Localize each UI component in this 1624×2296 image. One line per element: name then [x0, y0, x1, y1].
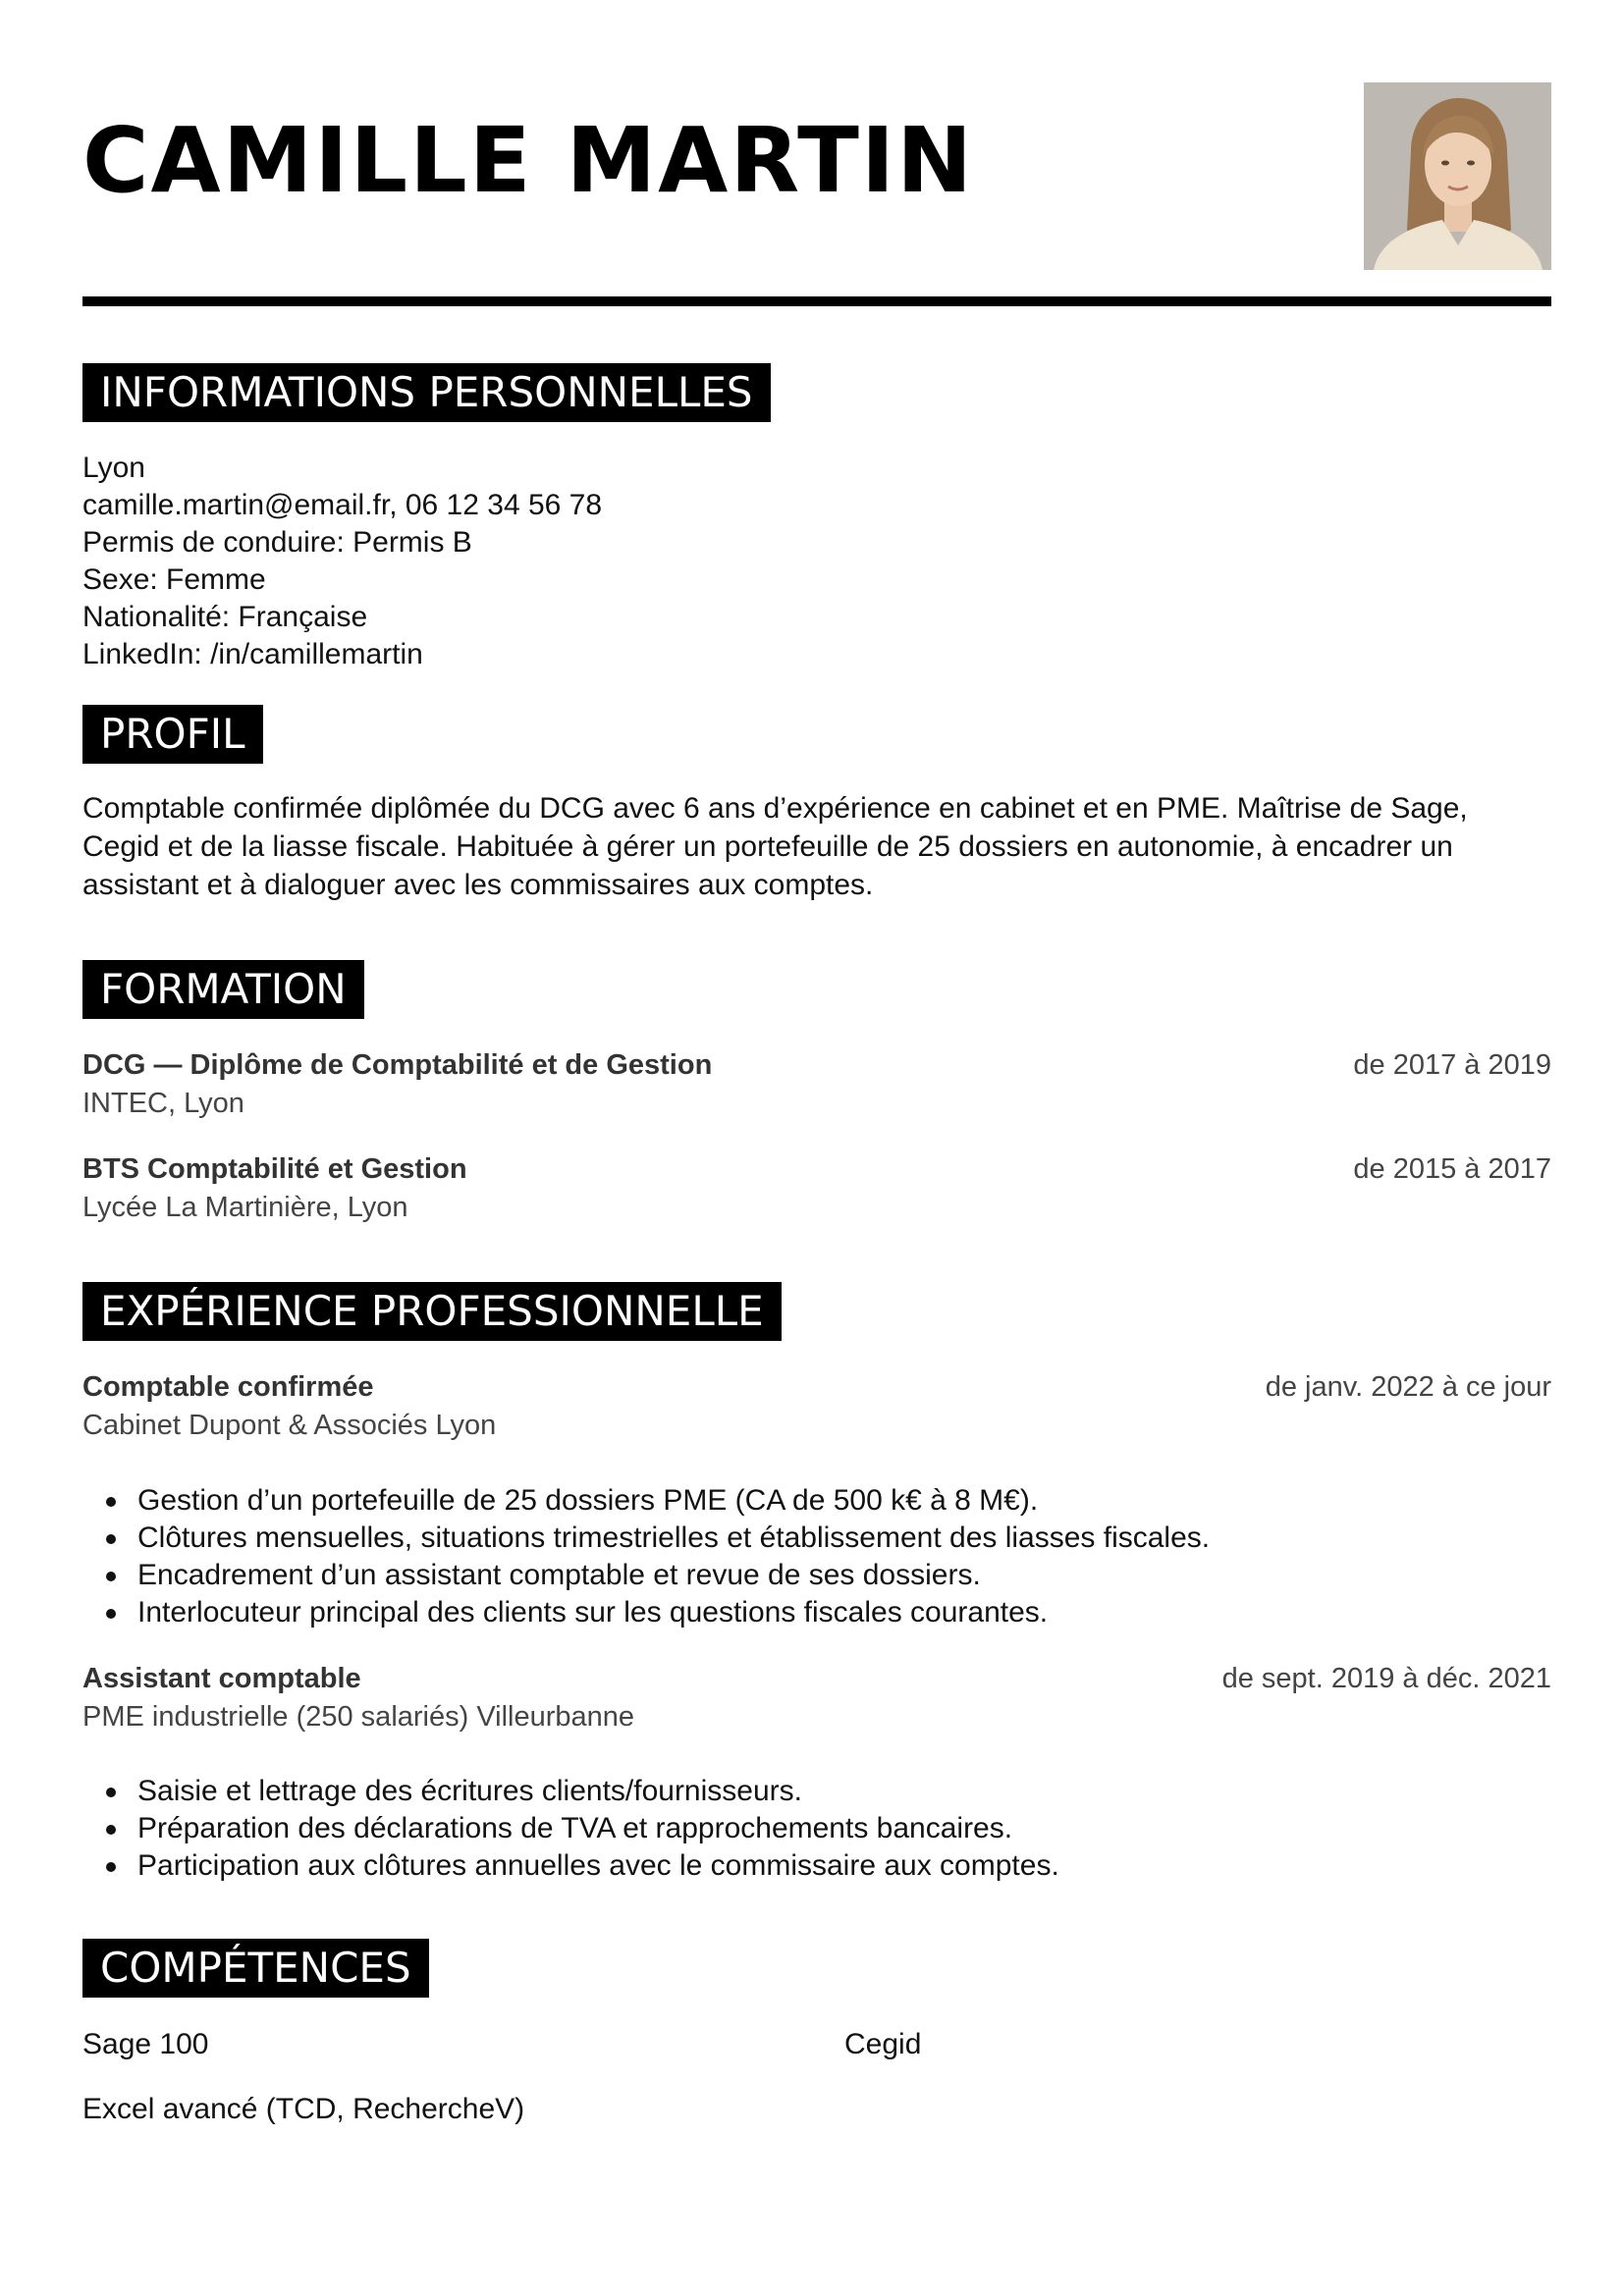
section-title-profile: PROFIL — [82, 705, 263, 764]
header-divider — [82, 296, 1551, 306]
bullet-icon — [106, 1572, 116, 1581]
personal-info — [82, 450, 602, 673]
entry-institution: Lycée La Martinière, Lyon — [82, 1192, 408, 1223]
info-city: Lyon — [82, 452, 145, 484]
profile-line: assistant et à dialoguer avec les commissaires aux comptes. — [82, 869, 874, 901]
bullet-icon — [106, 1788, 116, 1797]
list-item: Saisie et lettrage des écritures clients/fournisseurs. — [82, 1773, 1551, 1810]
section-title-education: FORMATION — [82, 960, 364, 1019]
bullet-icon — [106, 1825, 116, 1835]
info-linkedin: LinkedIn: /in/camillemartin — [82, 638, 423, 670]
employer: Cabinet Dupont & Associés Lyon — [82, 1410, 497, 1441]
experience-entry — [82, 1367, 1551, 1444]
info-license: Permis de conduire: Permis B — [82, 526, 472, 559]
education-entry — [82, 1149, 1551, 1226]
profile-line: Cegid et de la liasse fiscale. Habituée à gérer un portefeuille de 25 dossiers en autonomie, à encadrer un — [82, 830, 1453, 863]
list-item: Clôtures mensuelles, situations trimestrielles et établissement des liasses fiscales. — [82, 1520, 1551, 1557]
bullet-icon — [106, 1497, 116, 1507]
entry-date: de 2017 à 2019 — [1353, 1049, 1551, 1081]
candidate-name: CAMILLE MARTIN — [82, 108, 975, 213]
job-title: Assistant comptable — [82, 1663, 361, 1694]
info-nationality: Nationalité: Française — [82, 601, 368, 633]
bullet-icon — [106, 1609, 116, 1619]
list-item: Participation aux clôtures annuelles avec le commissaire aux comptes. — [82, 1847, 1551, 1885]
list-item: Interlocuteur principal des clients sur les questions fiscales courantes. — [82, 1594, 1551, 1631]
job-tasks — [82, 1482, 1551, 1631]
section-title-skills: COMPÉTENCES — [82, 1939, 429, 1998]
employer: PME industrielle (250 salariés) Villeurbanne — [82, 1701, 635, 1733]
skill-item: Sage 100 — [82, 2028, 209, 2060]
skill-item: Excel avancé (TCD, RechercheV) — [82, 2093, 525, 2125]
education-entry — [82, 1045, 1551, 1122]
bullet-icon — [106, 1534, 116, 1544]
info-contact: camille.martin@email.fr, 06 12 34 56 78 — [82, 489, 603, 521]
list-item: Préparation des déclarations de TVA et rapprochements bancaires. — [82, 1810, 1551, 1847]
info-sex: Sexe: Femme — [82, 563, 266, 596]
portrait-photo — [1364, 82, 1551, 270]
entry-date: de 2015 à 2017 — [1353, 1153, 1551, 1185]
skill-item: Cegid — [844, 2028, 922, 2060]
list-item: Encadrement d’un assistant comptable et revue de ses dossiers. — [82, 1557, 1551, 1594]
entry-title: BTS Comptabilité et Gestion — [82, 1153, 467, 1185]
section-title-personal: INFORMATIONS PERSONNELLES — [82, 363, 771, 422]
section-title-experience: EXPÉRIENCE PROFESSIONNELLE — [82, 1282, 782, 1341]
list-item: Gestion d’un portefeuille de 25 dossiers PME (CA de 500 k€ à 8 M€). — [82, 1482, 1551, 1520]
bullet-icon — [106, 1862, 116, 1872]
job-dates: de sept. 2019 à déc. 2021 — [1221, 1663, 1551, 1694]
experience-entry — [82, 1659, 1551, 1735]
entry-institution: INTEC, Lyon — [82, 1088, 244, 1119]
profile-summary — [82, 789, 1555, 904]
job-tasks — [82, 1773, 1551, 1885]
profile-line: Comptable confirmée diplômée du DCG avec 6 ans d’expérience en cabinet et en PME. Maîtrise de Sage, — [82, 792, 1468, 825]
entry-title: DCG — Diplôme de Comptabilité et de Gestion — [82, 1049, 713, 1081]
job-dates: de janv. 2022 à ce jour — [1265, 1371, 1551, 1403]
job-title: Comptable confirmée — [82, 1371, 374, 1403]
